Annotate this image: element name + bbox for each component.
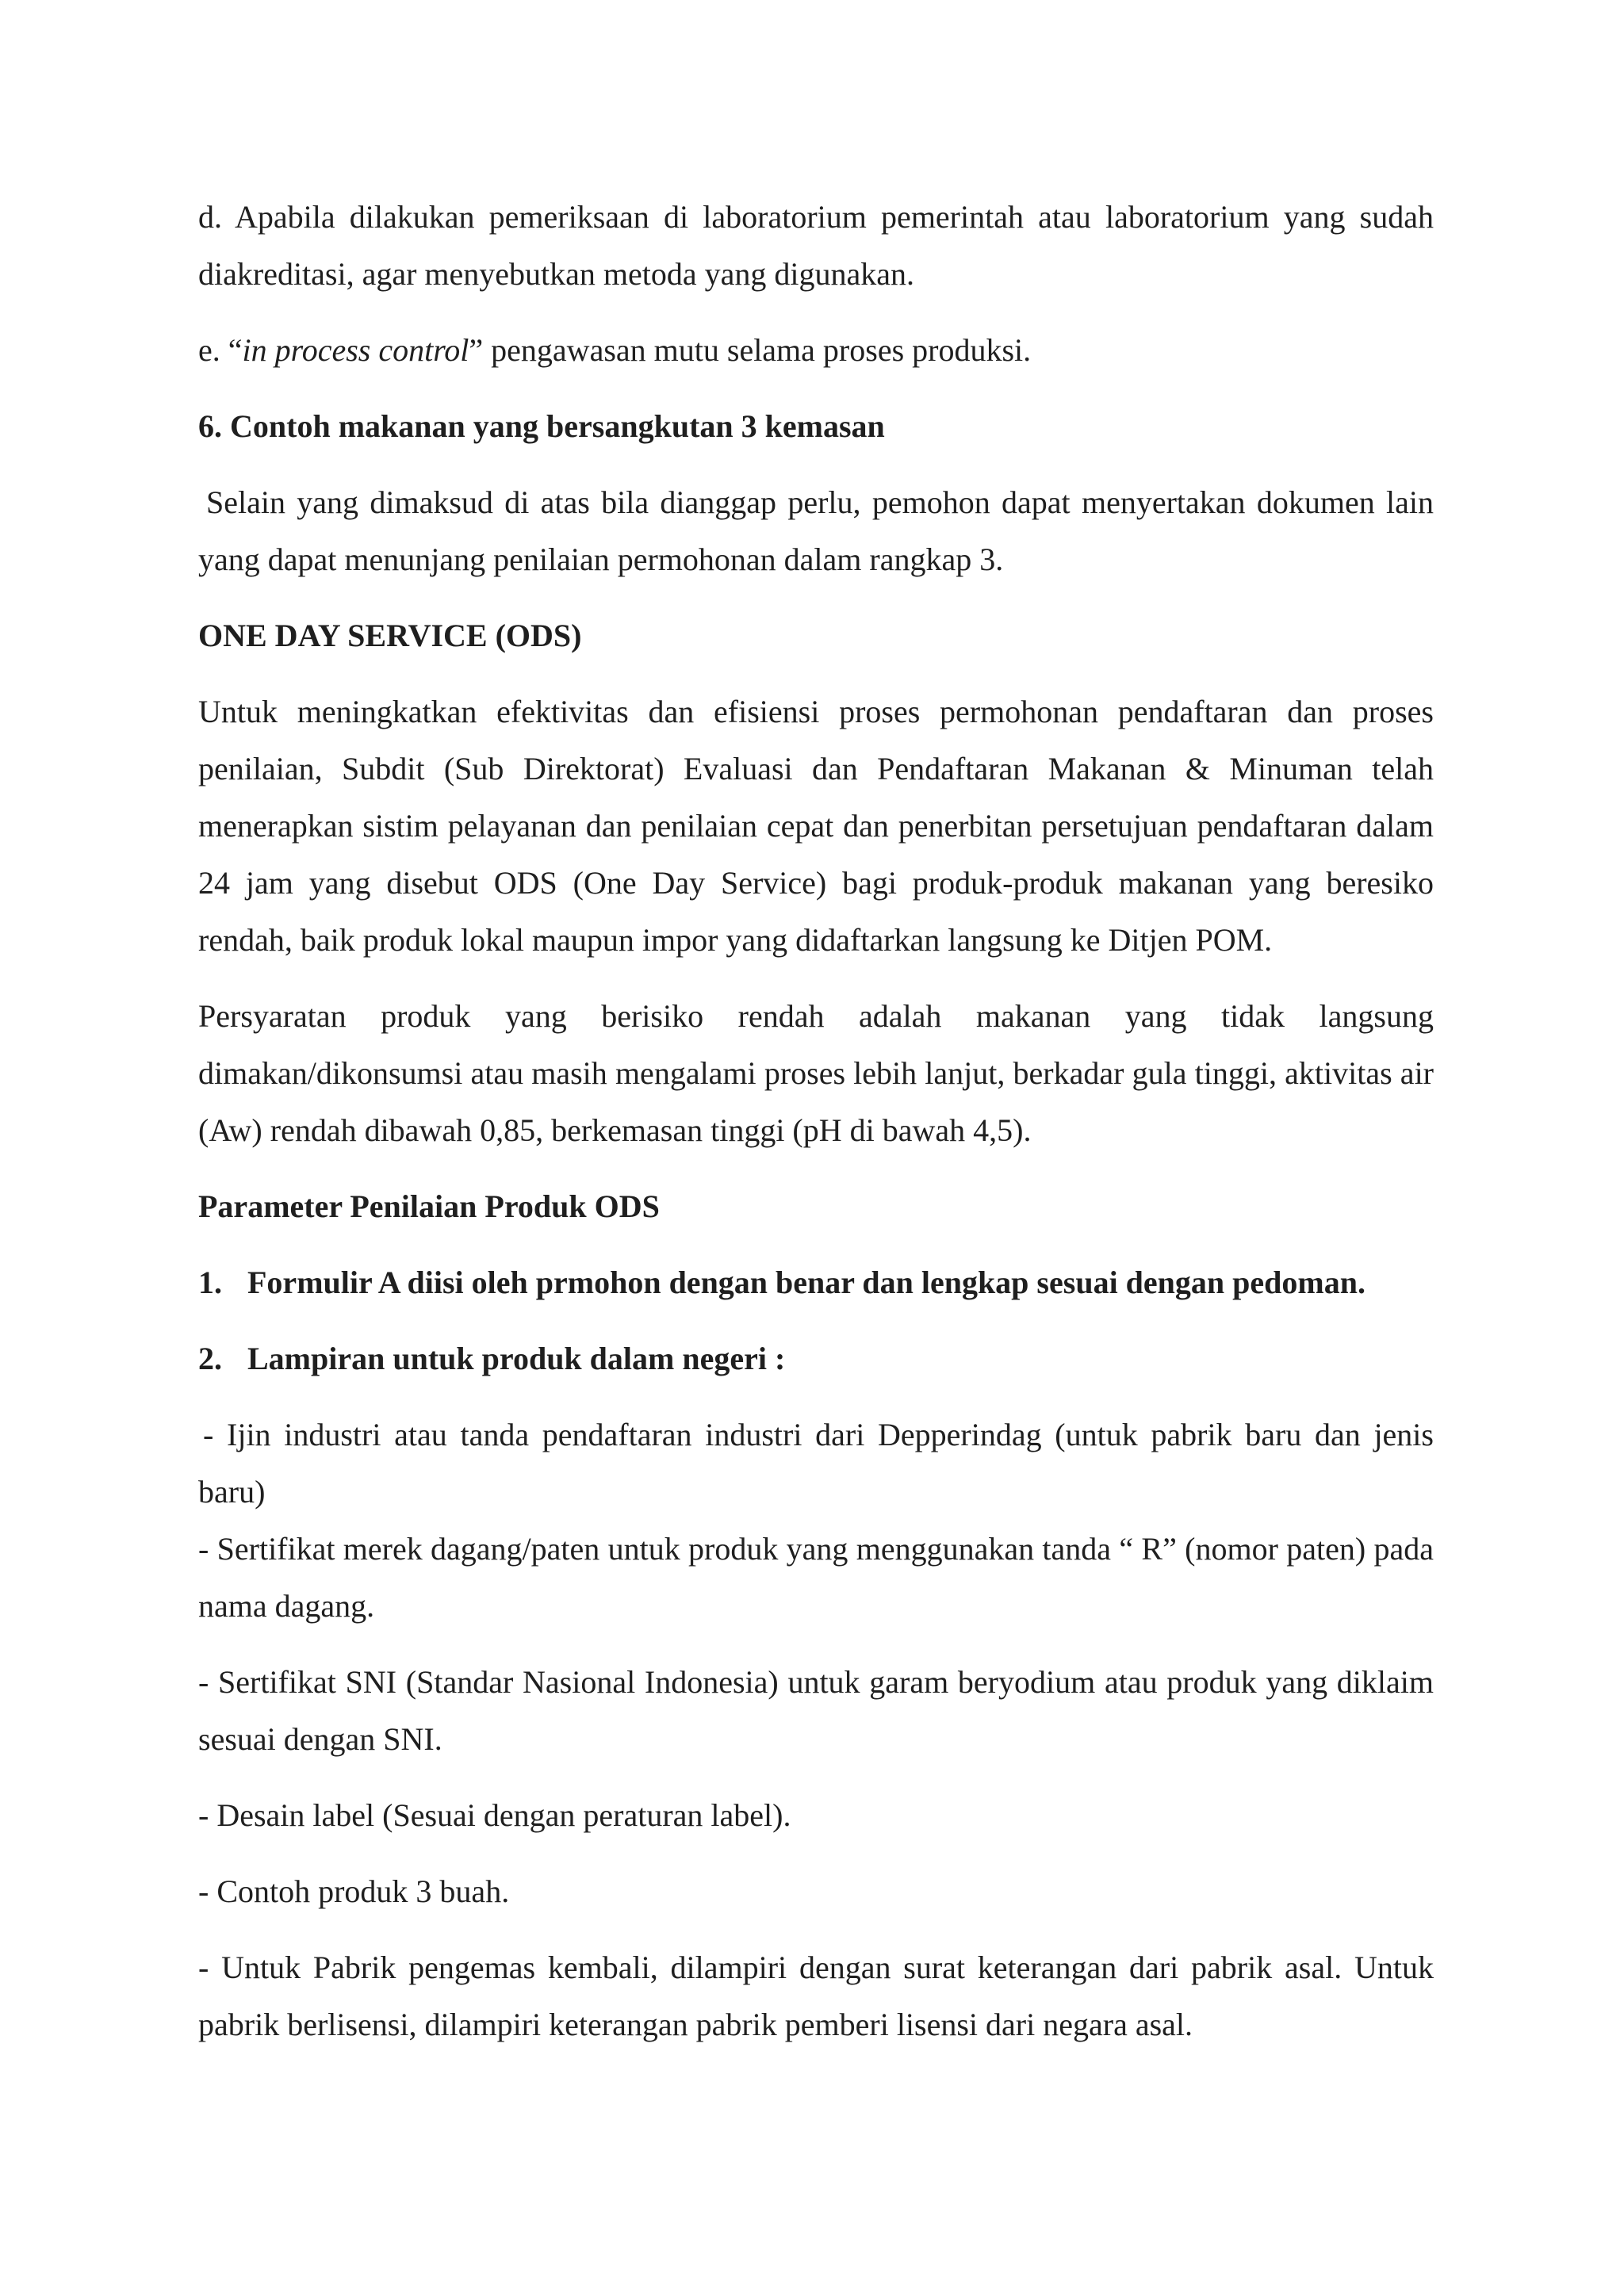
paragraph-selain: Selain yang dimaksud di atas bila dianggap perlu, pemohon dapat menyertakan dokumen lain yang dapat menunjang penilaian permohonan dalam rangkap 3. [198,484,1434,577]
bullet-sertifikat-merek: - Sertifikat merek dagang/paten untuk produk yang menggunakan tanda “ R” (nomor paten) pada nama dagang. [198,1531,1434,1624]
list-item-1-text: Formulir A diisi oleh prmohon dengan benar dan lengkap sesuai dengan pedoman. [247,1265,1365,1300]
list-item-1-number: 1. [198,1265,222,1300]
list-item-1 [198,1254,1434,1311]
item-e-suffix: ” pengawasan mutu selama proses produksi. [469,332,1032,368]
bullet-ijin-industri: - Ijin industri atau tanda pendaftaran industri dari Depperindag (untuk pabrik baru dan jenis baru) [198,1417,1434,1510]
item-e-italic: in process control [242,332,469,368]
heading-contoh-makanan: 6. Contoh makanan yang bersangkutan 3 kemasan [198,408,885,444]
heading-parameter-penilaian: Parameter Penilaian Produk ODS [198,1188,660,1224]
document-body [198,189,1434,2053]
list-item-2 [198,1330,1434,1387]
bullet-pabrik-pengemas: - Untuk Pabrik pengemas kembali, dilampiri dengan surat keterangan dari pabrik asal. Untuk pabrik berlisensi, dilampiri keterangan pabrik pemberi lisensi dari negara asal. [198,1950,1434,2042]
paragraph-item-e [198,322,1434,379]
bullet-sertifikat-sni: - Sertifikat SNI (Standar Nasional Indonesia) untuk garam beryodium atau produk yang diklaim sesuai dengan SNI. [198,1664,1434,1757]
bullet-contoh-produk: - Contoh produk 3 buah. [198,1873,510,1909]
paragraph-ods-intro: Untuk meningkatkan efektivitas dan efisiensi proses permohonan pendaftaran dan proses penilaian, Subdit (Sub Direktorat) Evaluasi dan Pendaftaran Makanan & Minuman telah menerapkan sistim pelayanan dan penilaian cepat dan penerbitan persetujuan pendaftaran dalam 24 jam yang disebut ODS (One Day Service) bagi produk-produk makanan yang beresiko rendah, baik produk lokal maupun impor yang didaftarkan langsung ke Ditjen POM. [198,694,1434,958]
bullet-desain-label: - Desain label (Sesuai dengan peraturan label). [198,1797,791,1833]
list-item-2-text: Lampiran untuk produk dalam negeri : [247,1341,786,1376]
item-e-prefix: e. “ [198,332,243,368]
paragraph-item-d: d. Apabila dilakukan pemeriksaan di laboratorium pemerintah atau laboratorium yang sudah diakreditasi, agar menyebutkan metoda yang digunakan. [198,199,1434,292]
heading-one-day-service: ONE DAY SERVICE (ODS) [198,618,582,653]
paragraph-ods-requirements: Persyaratan produk yang berisiko rendah adalah makanan yang tidak langsung dimakan/dikonsumsi atau masih mengalami proses lebih lanjut, berkadar gula tinggi, aktivitas air (Aw) rendah dibawah 0,85, berkemasan tinggi (pH di bawah 4,5). [198,998,1434,1148]
list-item-2-number: 2. [198,1341,222,1376]
